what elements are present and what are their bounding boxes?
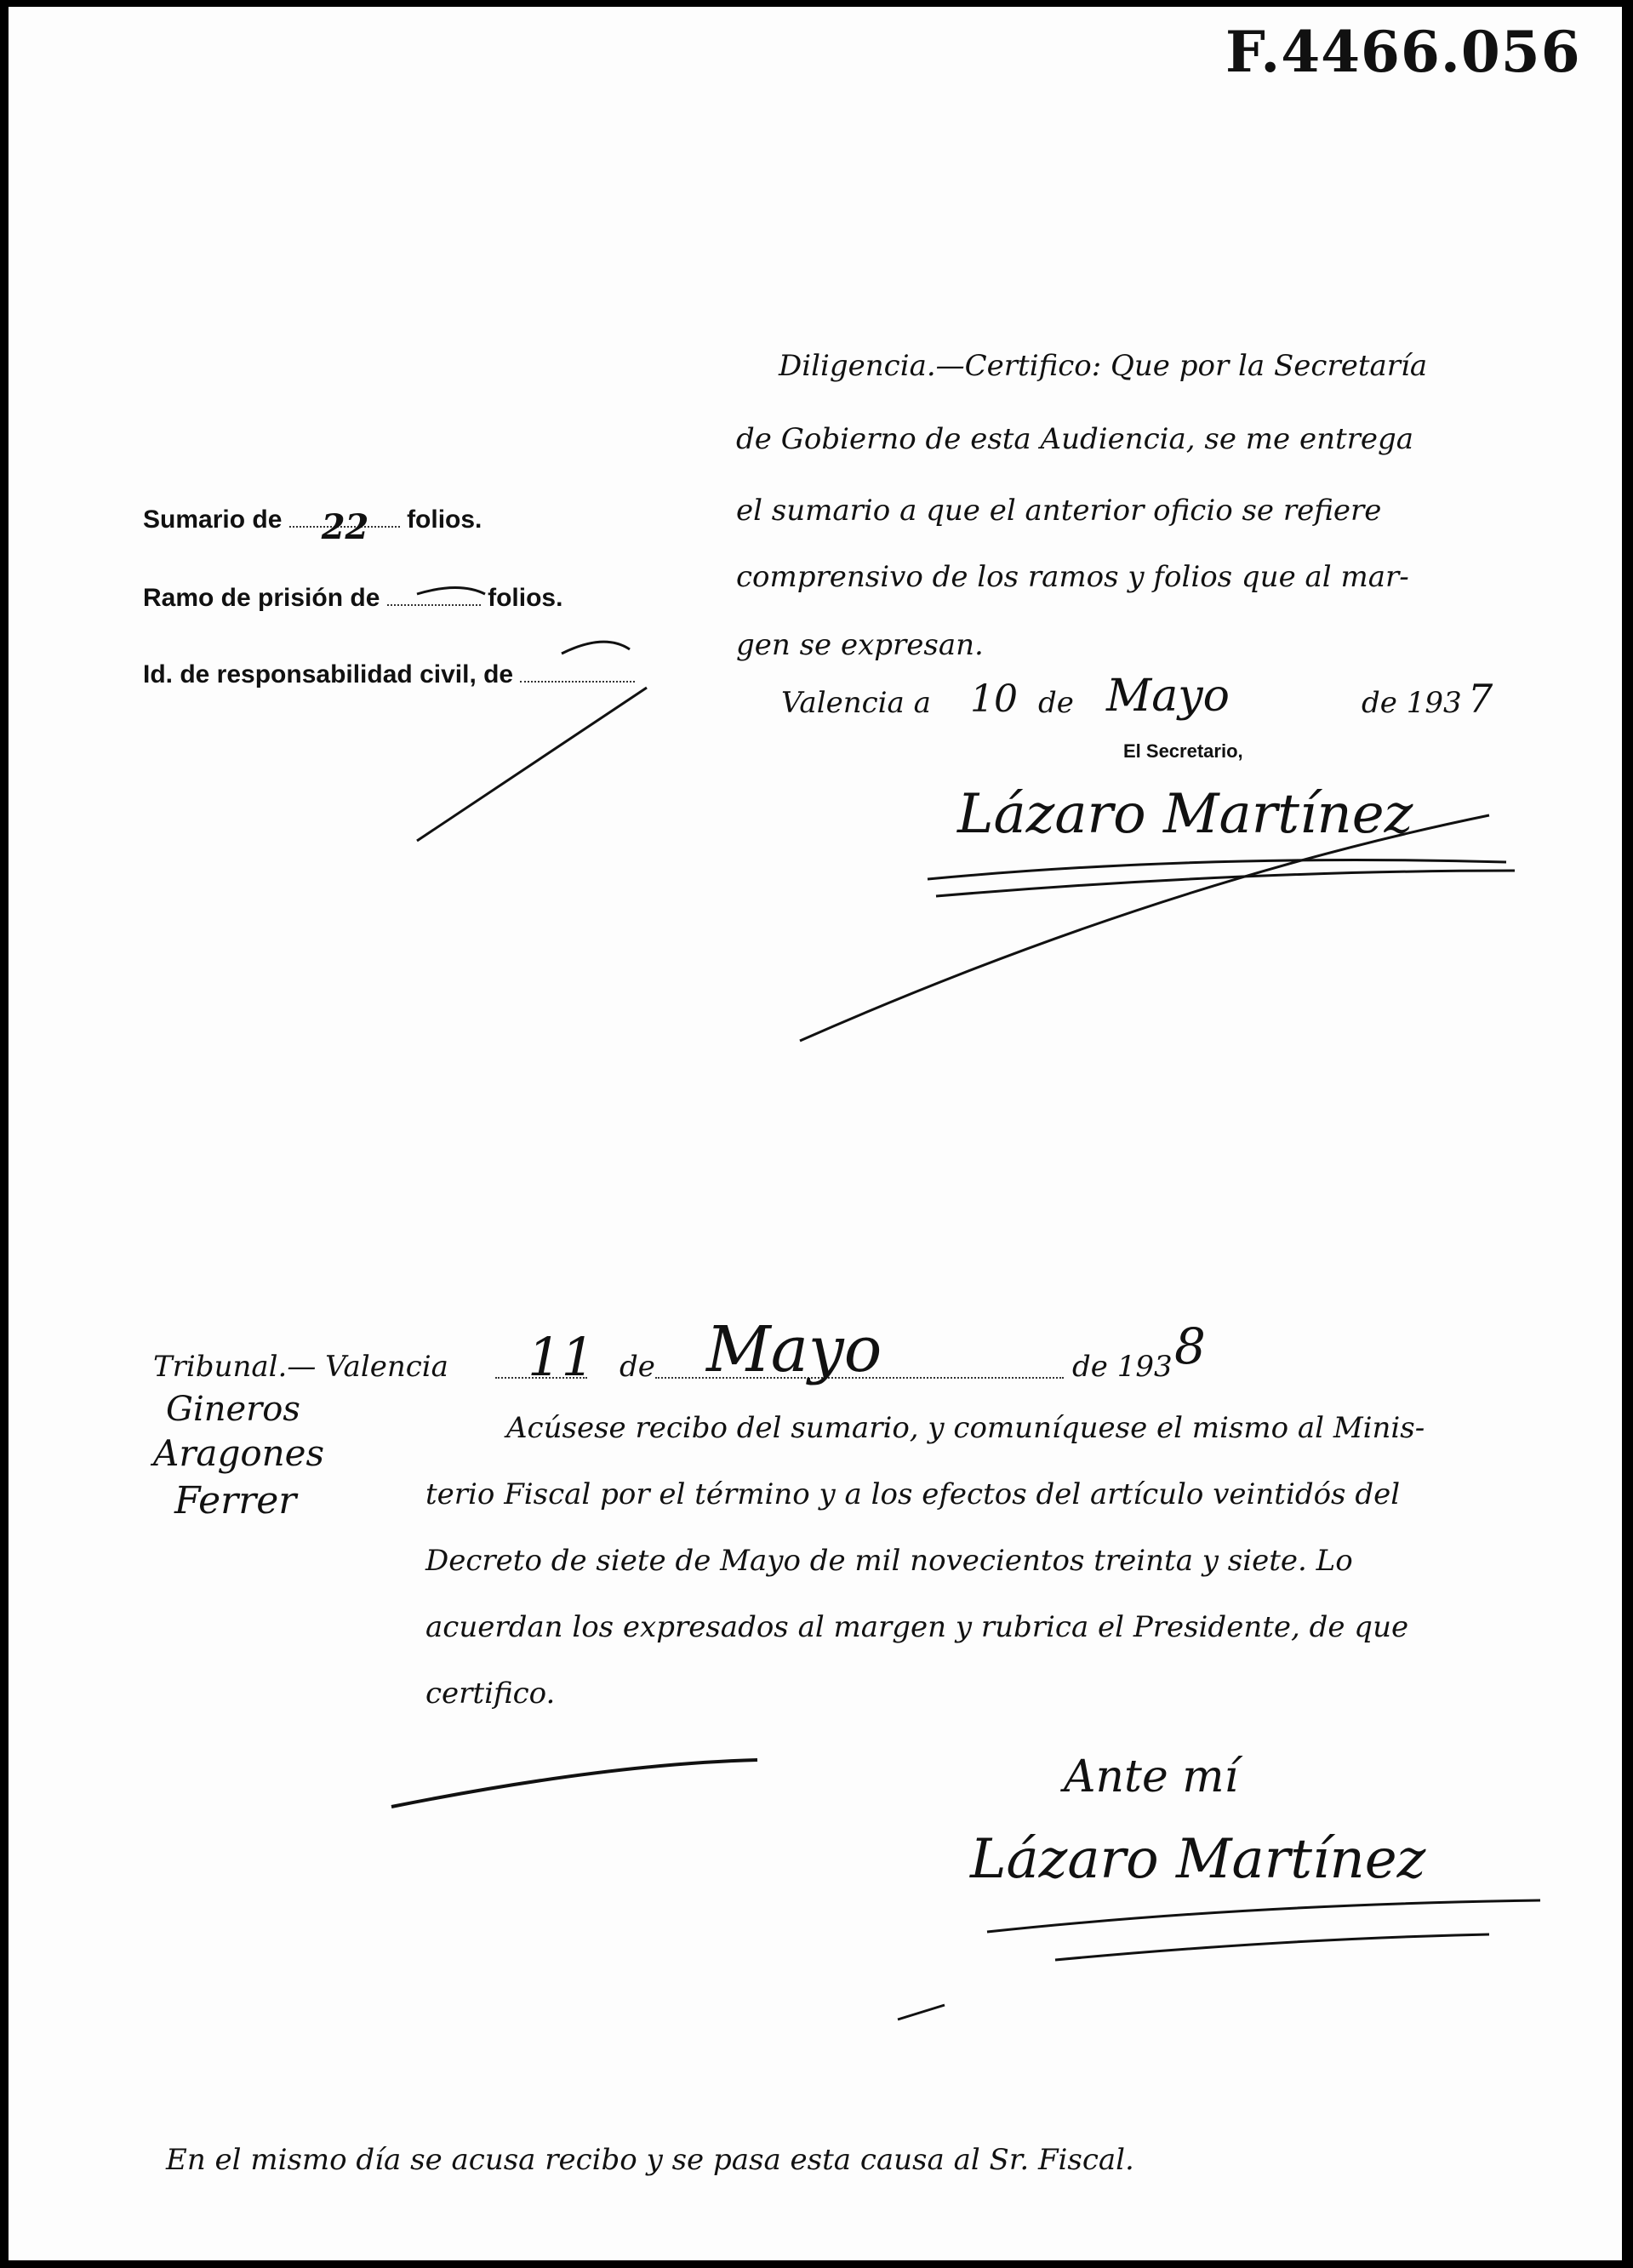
tribunal-day: 11: [528, 1326, 595, 1388]
margin-diagonal-stroke: [417, 688, 647, 841]
id-dash-stroke: [562, 642, 630, 654]
diligencia-date-prefix: Valencia a: [781, 686, 931, 720]
diligencia-date-de: de: [1038, 686, 1074, 720]
tribunal-signature-name: Lázaro Martínez: [970, 1828, 1426, 1891]
margin-name-1: Gineros: [166, 1390, 300, 1429]
tribunal-body-line-2: terio Fiscal por el término y a los efectos del artículo veintidós del: [425, 1477, 1401, 1511]
scan-border-top: [0, 0, 1633, 7]
diligencia-line-1: Diligencia.—Certifico: Que por la Secretaría: [779, 349, 1428, 383]
folio-number: F.4466.056: [1225, 19, 1581, 85]
scan-border-bottom: [0, 2260, 1633, 2268]
tribunal-year-prefix: de 193: [1072, 1350, 1173, 1384]
tribunal-de: de: [620, 1350, 655, 1384]
tribunal-rubric-1: [987, 1900, 1540, 1932]
secretary-label: El Secretario,: [1123, 740, 1243, 762]
tribunal-prefix: Tribunal.— Valencia: [153, 1350, 448, 1384]
tribunal-underline-stroke: [391, 1760, 757, 1807]
tribunal-month: Mayo: [706, 1313, 882, 1386]
tribunal-body-line-1: Acúsese recibo del sumario, y comuníquese el mismo al Minis-: [506, 1411, 1425, 1445]
diligencia-line-4: comprensivo de los ramos y folios que al mar-: [736, 560, 1409, 594]
diligencia-line-3: el sumario a que el anterior oficio se refiere: [736, 494, 1382, 528]
tribunal-body-line-3: Decreto de siete de Mayo de mil novecientos treinta y siete. Lo: [425, 1544, 1353, 1578]
sumario-label: Sumario de 22 folios.: [143, 506, 482, 547]
diligencia-line-5: gen se expresan.: [736, 628, 984, 662]
secretary-rubric-3: [800, 815, 1489, 1041]
secretary-signature: Lázaro Martínez: [957, 783, 1413, 846]
diligencia-date-year-suffix: 7: [1468, 676, 1493, 722]
bottom-dash-stroke: [898, 2005, 945, 2019]
margin-name-2: Aragones: [153, 1432, 325, 1474]
scan-border-right: [1622, 0, 1633, 2268]
diligencia-date-year-prefix: de 193: [1362, 686, 1462, 720]
sumario-folios-value: 22: [321, 507, 369, 547]
diligencia-date-day: 10: [970, 677, 1018, 721]
ramo-label: Ramo de prisión de folios.: [143, 584, 563, 612]
diligencia-line-2: de Gobierno de esta Audiencia, se me entrega: [736, 422, 1414, 456]
diligencia-date-month: Mayo: [1106, 671, 1230, 722]
margin-name-3: Ferrer: [174, 1479, 297, 1522]
responsabilidad-label: Id. de responsabilidad civil, de: [143, 660, 635, 689]
tribunal-body-line-5: certifico.: [425, 1677, 556, 1711]
tribunal-year-suffix: 8: [1174, 1317, 1206, 1375]
footer-line: En el mismo día se acusa recibo y se pasa esta causa al Sr. Fiscal.: [166, 2143, 1134, 2177]
tribunal-rubric-2: [1055, 1934, 1489, 1960]
scan-border-left: [0, 0, 9, 2268]
tribunal-body-line-4: acuerdan los expresados al margen y rubrica el Presidente, de que: [425, 1610, 1409, 1644]
tribunal-signature-top: Ante mí: [1064, 1751, 1239, 1802]
ink-strokes: [9, 7, 1622, 2260]
secretary-rubric-1: [928, 860, 1506, 880]
ramo-dash-stroke: [417, 588, 485, 595]
document-page: [9, 7, 1622, 2260]
